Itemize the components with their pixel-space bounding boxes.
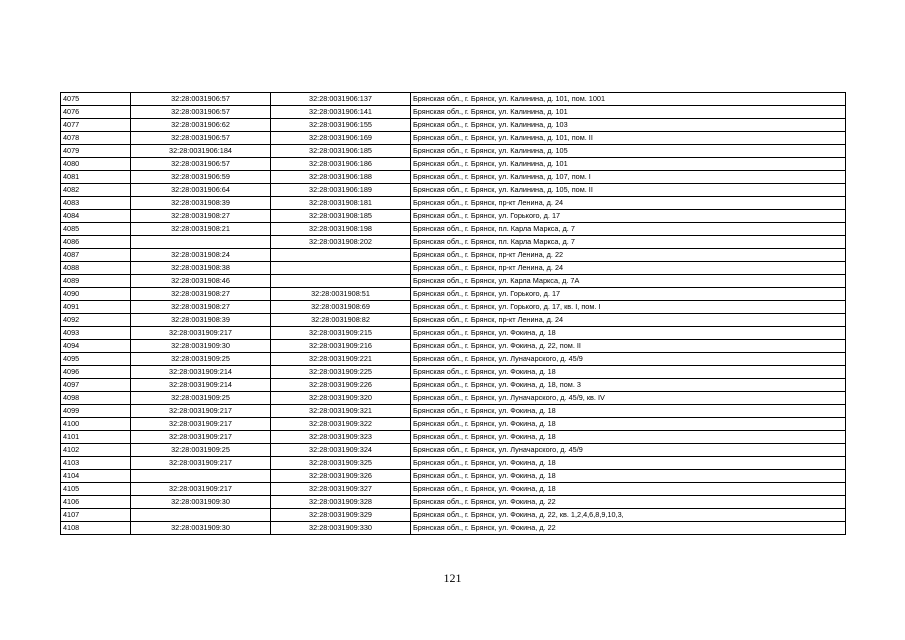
cadastral-number-cell: 32:28:0031908:51 — [271, 288, 411, 301]
row-number-cell: 4101 — [61, 431, 131, 444]
table-row — [61, 379, 846, 392]
row-number-cell: 4100 — [61, 418, 131, 431]
row-number-cell: 4089 — [61, 275, 131, 288]
previous-cadastral-number-cell: 32:28:0031908:27 — [131, 210, 271, 223]
table-row — [61, 314, 846, 327]
previous-cadastral-number-cell: 32:28:0031909:214 — [131, 366, 271, 379]
address-cell: Брянская обл., г. Брянск, ул. Фокина, д. 22 — [411, 496, 846, 509]
cadastral-number-cell: 32:28:0031906:155 — [271, 119, 411, 132]
table-row — [61, 262, 846, 275]
previous-cadastral-number-cell: 32:28:0031909:30 — [131, 340, 271, 353]
cadastral-number-cell: 32:28:0031909:326 — [271, 470, 411, 483]
cadastral-number-cell: 32:28:0031906:186 — [271, 158, 411, 171]
table-row — [61, 119, 846, 132]
address-cell: Брянская обл., г. Брянск, ул. Горького, д. 17 — [411, 210, 846, 223]
row-number-cell: 4080 — [61, 158, 131, 171]
previous-cadastral-number-cell: 32:28:0031909:217 — [131, 405, 271, 418]
cadastral-number-cell: 32:28:0031908:82 — [271, 314, 411, 327]
cadastral-number-cell: 32:28:0031906:188 — [271, 171, 411, 184]
row-number-cell: 4106 — [61, 496, 131, 509]
table-row — [61, 457, 846, 470]
address-cell: Брянская обл., г. Брянск, ул. Луначарского, д. 45/9 — [411, 353, 846, 366]
table-row — [61, 210, 846, 223]
cadastral-number-cell: 32:28:0031906:141 — [271, 106, 411, 119]
row-number-cell: 4091 — [61, 301, 131, 314]
address-cell: Брянская обл., г. Брянск, ул. Фокина, д. 18 — [411, 405, 846, 418]
table-row — [61, 353, 846, 366]
previous-cadastral-number-cell: 32:28:0031908:38 — [131, 262, 271, 275]
cadastral-number-cell: 32:28:0031909:221 — [271, 353, 411, 366]
table-row — [61, 444, 846, 457]
address-cell: Брянская обл., г. Брянск, пл. Карла Маркса, д. 7 — [411, 236, 846, 249]
previous-cadastral-number-cell: 32:28:0031909:30 — [131, 496, 271, 509]
previous-cadastral-number-cell: 32:28:0031909:217 — [131, 457, 271, 470]
table-row — [61, 132, 846, 145]
table-row — [61, 366, 846, 379]
row-number-cell: 4097 — [61, 379, 131, 392]
cadastral-number-cell: 32:28:0031909:328 — [271, 496, 411, 509]
table-row — [61, 288, 846, 301]
address-cell: Брянская обл., г. Брянск, ул. Фокина, д. 22, кв. 1,2,4,6,8,9,10,3, — [411, 509, 846, 522]
row-number-cell: 4085 — [61, 223, 131, 236]
row-number-cell: 4096 — [61, 366, 131, 379]
address-cell: Брянская обл., г. Брянск, ул. Фокина, д. 18, пом. 3 — [411, 379, 846, 392]
address-cell: Брянская обл., г. Брянск, ул. Калинина, д. 105, пом. II — [411, 184, 846, 197]
table-row — [61, 496, 846, 509]
cadastral-number-cell: 32:28:0031909:325 — [271, 457, 411, 470]
row-number-cell: 4077 — [61, 119, 131, 132]
previous-cadastral-number-cell: 32:28:0031908:27 — [131, 301, 271, 314]
row-number-cell: 4108 — [61, 522, 131, 535]
address-cell: Брянская обл., г. Брянск, ул. Фокина, д. 18 — [411, 366, 846, 379]
cadastral-number-cell: 32:28:0031909:324 — [271, 444, 411, 457]
address-cell: Брянская обл., г. Брянск, ул. Фокина, д. 22, пом. II — [411, 340, 846, 353]
previous-cadastral-number-cell: 32:28:0031909:217 — [131, 418, 271, 431]
row-number-cell: 4105 — [61, 483, 131, 496]
previous-cadastral-number-cell: 32:28:0031906:184 — [131, 145, 271, 158]
row-number-cell: 4075 — [61, 93, 131, 106]
table-row — [61, 340, 846, 353]
previous-cadastral-number-cell: 32:28:0031906:64 — [131, 184, 271, 197]
address-cell: Брянская обл., г. Брянск, ул. Фокина, д. 18 — [411, 431, 846, 444]
row-number-cell: 4102 — [61, 444, 131, 457]
address-cell: Брянская обл., г. Брянск, ул. Фокина, д. 18 — [411, 457, 846, 470]
table-row — [61, 275, 846, 288]
cadastral-number-cell: 32:28:0031906:137 — [271, 93, 411, 106]
previous-cadastral-number-cell: 32:28:0031909:25 — [131, 444, 271, 457]
row-number-cell: 4086 — [61, 236, 131, 249]
previous-cadastral-number-cell: 32:28:0031908:24 — [131, 249, 271, 262]
previous-cadastral-number-cell: 32:28:0031908:46 — [131, 275, 271, 288]
previous-cadastral-number-cell: 32:28:0031909:217 — [131, 431, 271, 444]
row-number-cell: 4082 — [61, 184, 131, 197]
previous-cadastral-number-cell: 32:28:0031908:27 — [131, 288, 271, 301]
table-row — [61, 184, 846, 197]
table-row — [61, 470, 846, 483]
previous-cadastral-number-cell: 32:28:0031906:59 — [131, 171, 271, 184]
address-cell: Брянская обл., г. Брянск, ул. Калинина, д. 105 — [411, 145, 846, 158]
cadastral-number-cell: 32:28:0031908:198 — [271, 223, 411, 236]
row-number-cell: 4079 — [61, 145, 131, 158]
cadastral-number-cell: 32:28:0031909:216 — [271, 340, 411, 353]
table-row — [61, 483, 846, 496]
cadastral-number-cell: 32:28:0031906:169 — [271, 132, 411, 145]
table-row — [61, 327, 846, 340]
table-body — [61, 93, 846, 535]
table-row — [61, 236, 846, 249]
cadastral-number-cell: 32:28:0031909:327 — [271, 483, 411, 496]
row-number-cell: 4103 — [61, 457, 131, 470]
address-cell: Брянская обл., г. Брянск, ул. Карла Маркса, д. 7А — [411, 275, 846, 288]
previous-cadastral-number-cell — [131, 509, 271, 522]
row-number-cell: 4107 — [61, 509, 131, 522]
table-row — [61, 171, 846, 184]
address-cell: Брянская обл., г. Брянск, ул. Фокина, д. 22 — [411, 522, 846, 535]
previous-cadastral-number-cell: 32:28:0031906:62 — [131, 119, 271, 132]
table-row — [61, 509, 846, 522]
previous-cadastral-number-cell: 32:28:0031906:57 — [131, 106, 271, 119]
address-cell: Брянская обл., г. Брянск, пр-кт Ленина, д. 22 — [411, 249, 846, 262]
row-number-cell: 4095 — [61, 353, 131, 366]
page-number: 121 — [443, 571, 462, 585]
previous-cadastral-number-cell: 32:28:0031906:57 — [131, 93, 271, 106]
table-row — [61, 223, 846, 236]
table-row — [61, 197, 846, 210]
row-number-cell: 4092 — [61, 314, 131, 327]
table-row — [61, 106, 846, 119]
cadastral-number-cell: 32:28:0031909:225 — [271, 366, 411, 379]
table-row — [61, 418, 846, 431]
cadastral-number-cell: 32:28:0031909:215 — [271, 327, 411, 340]
previous-cadastral-number-cell: 32:28:0031908:39 — [131, 197, 271, 210]
address-cell: Брянская обл., г. Брянск, ул. Фокина, д. 18 — [411, 470, 846, 483]
cadastral-number-cell: 32:28:0031909:330 — [271, 522, 411, 535]
cadastral-number-cell: 32:28:0031909:321 — [271, 405, 411, 418]
row-number-cell: 4076 — [61, 106, 131, 119]
address-cell: Брянская обл., г. Брянск, ул. Калинина, д. 101 — [411, 106, 846, 119]
previous-cadastral-number-cell: 32:28:0031909:217 — [131, 483, 271, 496]
row-number-cell: 4083 — [61, 197, 131, 210]
address-cell: Брянская обл., г. Брянск, ул. Калинина, д. 103 — [411, 119, 846, 132]
row-number-cell: 4098 — [61, 392, 131, 405]
previous-cadastral-number-cell: 32:28:0031909:25 — [131, 353, 271, 366]
table-row — [61, 301, 846, 314]
previous-cadastral-number-cell: 32:28:0031906:57 — [131, 132, 271, 145]
cadastral-number-cell: 32:28:0031909:320 — [271, 392, 411, 405]
address-cell: Брянская обл., г. Брянск, ул. Калинина, д. 101, пом. II — [411, 132, 846, 145]
row-number-cell: 4088 — [61, 262, 131, 275]
cadastral-number-cell: 32:28:0031909:323 — [271, 431, 411, 444]
table-row — [61, 145, 846, 158]
cadastral-number-cell: 32:28:0031908:181 — [271, 197, 411, 210]
row-number-cell: 4078 — [61, 132, 131, 145]
row-number-cell: 4094 — [61, 340, 131, 353]
table-row — [61, 405, 846, 418]
address-cell: Брянская обл., г. Брянск, пр-кт Ленина, д. 24 — [411, 262, 846, 275]
previous-cadastral-number-cell: 32:28:0031908:39 — [131, 314, 271, 327]
address-cell: Брянская обл., г. Брянск, пл. Карла Маркса, д. 7 — [411, 223, 846, 236]
table-row — [61, 431, 846, 444]
address-cell: Брянская обл., г. Брянск, пр-кт Ленина, д. 24 — [411, 314, 846, 327]
previous-cadastral-number-cell — [131, 470, 271, 483]
cadastral-number-cell — [271, 249, 411, 262]
table-row — [61, 93, 846, 106]
address-cell: Брянская обл., г. Брянск, ул. Луначарского, д. 45/9 — [411, 444, 846, 457]
address-cell: Брянская обл., г. Брянск, ул. Горького, д. 17 — [411, 288, 846, 301]
address-cell: Брянская обл., г. Брянск, ул. Горького, д. 17, кв. I, пом. I — [411, 301, 846, 314]
previous-cadastral-number-cell: 32:28:0031909:217 — [131, 327, 271, 340]
cadastral-number-cell: 32:28:0031908:185 — [271, 210, 411, 223]
table-row — [61, 249, 846, 262]
previous-cadastral-number-cell: 32:28:0031909:25 — [131, 392, 271, 405]
cadastral-number-cell — [271, 275, 411, 288]
row-number-cell: 4084 — [61, 210, 131, 223]
address-cell: Брянская обл., г. Брянск, ул. Луначарского, д. 45/9, кв. IV — [411, 392, 846, 405]
address-cell: Брянская обл., г. Брянск, ул. Калинина, д. 101 — [411, 158, 846, 171]
row-number-cell: 4087 — [61, 249, 131, 262]
address-cell: Брянская обл., г. Брянск, ул. Фокина, д. 18 — [411, 418, 846, 431]
address-cell: Брянская обл., г. Брянск, ул. Фокина, д. 18 — [411, 483, 846, 496]
cadastral-number-cell: 32:28:0031909:226 — [271, 379, 411, 392]
table-row — [61, 158, 846, 171]
cadastral-number-cell: 32:28:0031906:189 — [271, 184, 411, 197]
cadastral-number-cell — [271, 262, 411, 275]
row-number-cell: 4081 — [61, 171, 131, 184]
table-row — [61, 522, 846, 535]
row-number-cell: 4099 — [61, 405, 131, 418]
address-cell: Брянская обл., г. Брянск, ул. Калинина, д. 107, пом. I — [411, 171, 846, 184]
previous-cadastral-number-cell — [131, 236, 271, 249]
cadastral-number-cell: 32:28:0031909:329 — [271, 509, 411, 522]
previous-cadastral-number-cell: 32:28:0031909:214 — [131, 379, 271, 392]
row-number-cell: 4104 — [61, 470, 131, 483]
table-row — [61, 392, 846, 405]
previous-cadastral-number-cell: 32:28:0031909:30 — [131, 522, 271, 535]
previous-cadastral-number-cell: 32:28:0031906:57 — [131, 158, 271, 171]
row-number-cell: 4093 — [61, 327, 131, 340]
address-cell: Брянская обл., г. Брянск, пр-кт Ленина, д. 24 — [411, 197, 846, 210]
row-number-cell: 4090 — [61, 288, 131, 301]
address-cell: Брянская обл., г. Брянск, ул. Калинина, д. 101, пом. 1001 — [411, 93, 846, 106]
cadastral-table — [60, 92, 846, 535]
address-cell: Брянская обл., г. Брянск, ул. Фокина, д. 18 — [411, 327, 846, 340]
cadastral-number-cell: 32:28:0031909:322 — [271, 418, 411, 431]
previous-cadastral-number-cell: 32:28:0031908:21 — [131, 223, 271, 236]
cadastral-number-cell: 32:28:0031908:69 — [271, 301, 411, 314]
cadastral-number-cell: 32:28:0031906:185 — [271, 145, 411, 158]
cadastral-number-cell: 32:28:0031908:202 — [271, 236, 411, 249]
